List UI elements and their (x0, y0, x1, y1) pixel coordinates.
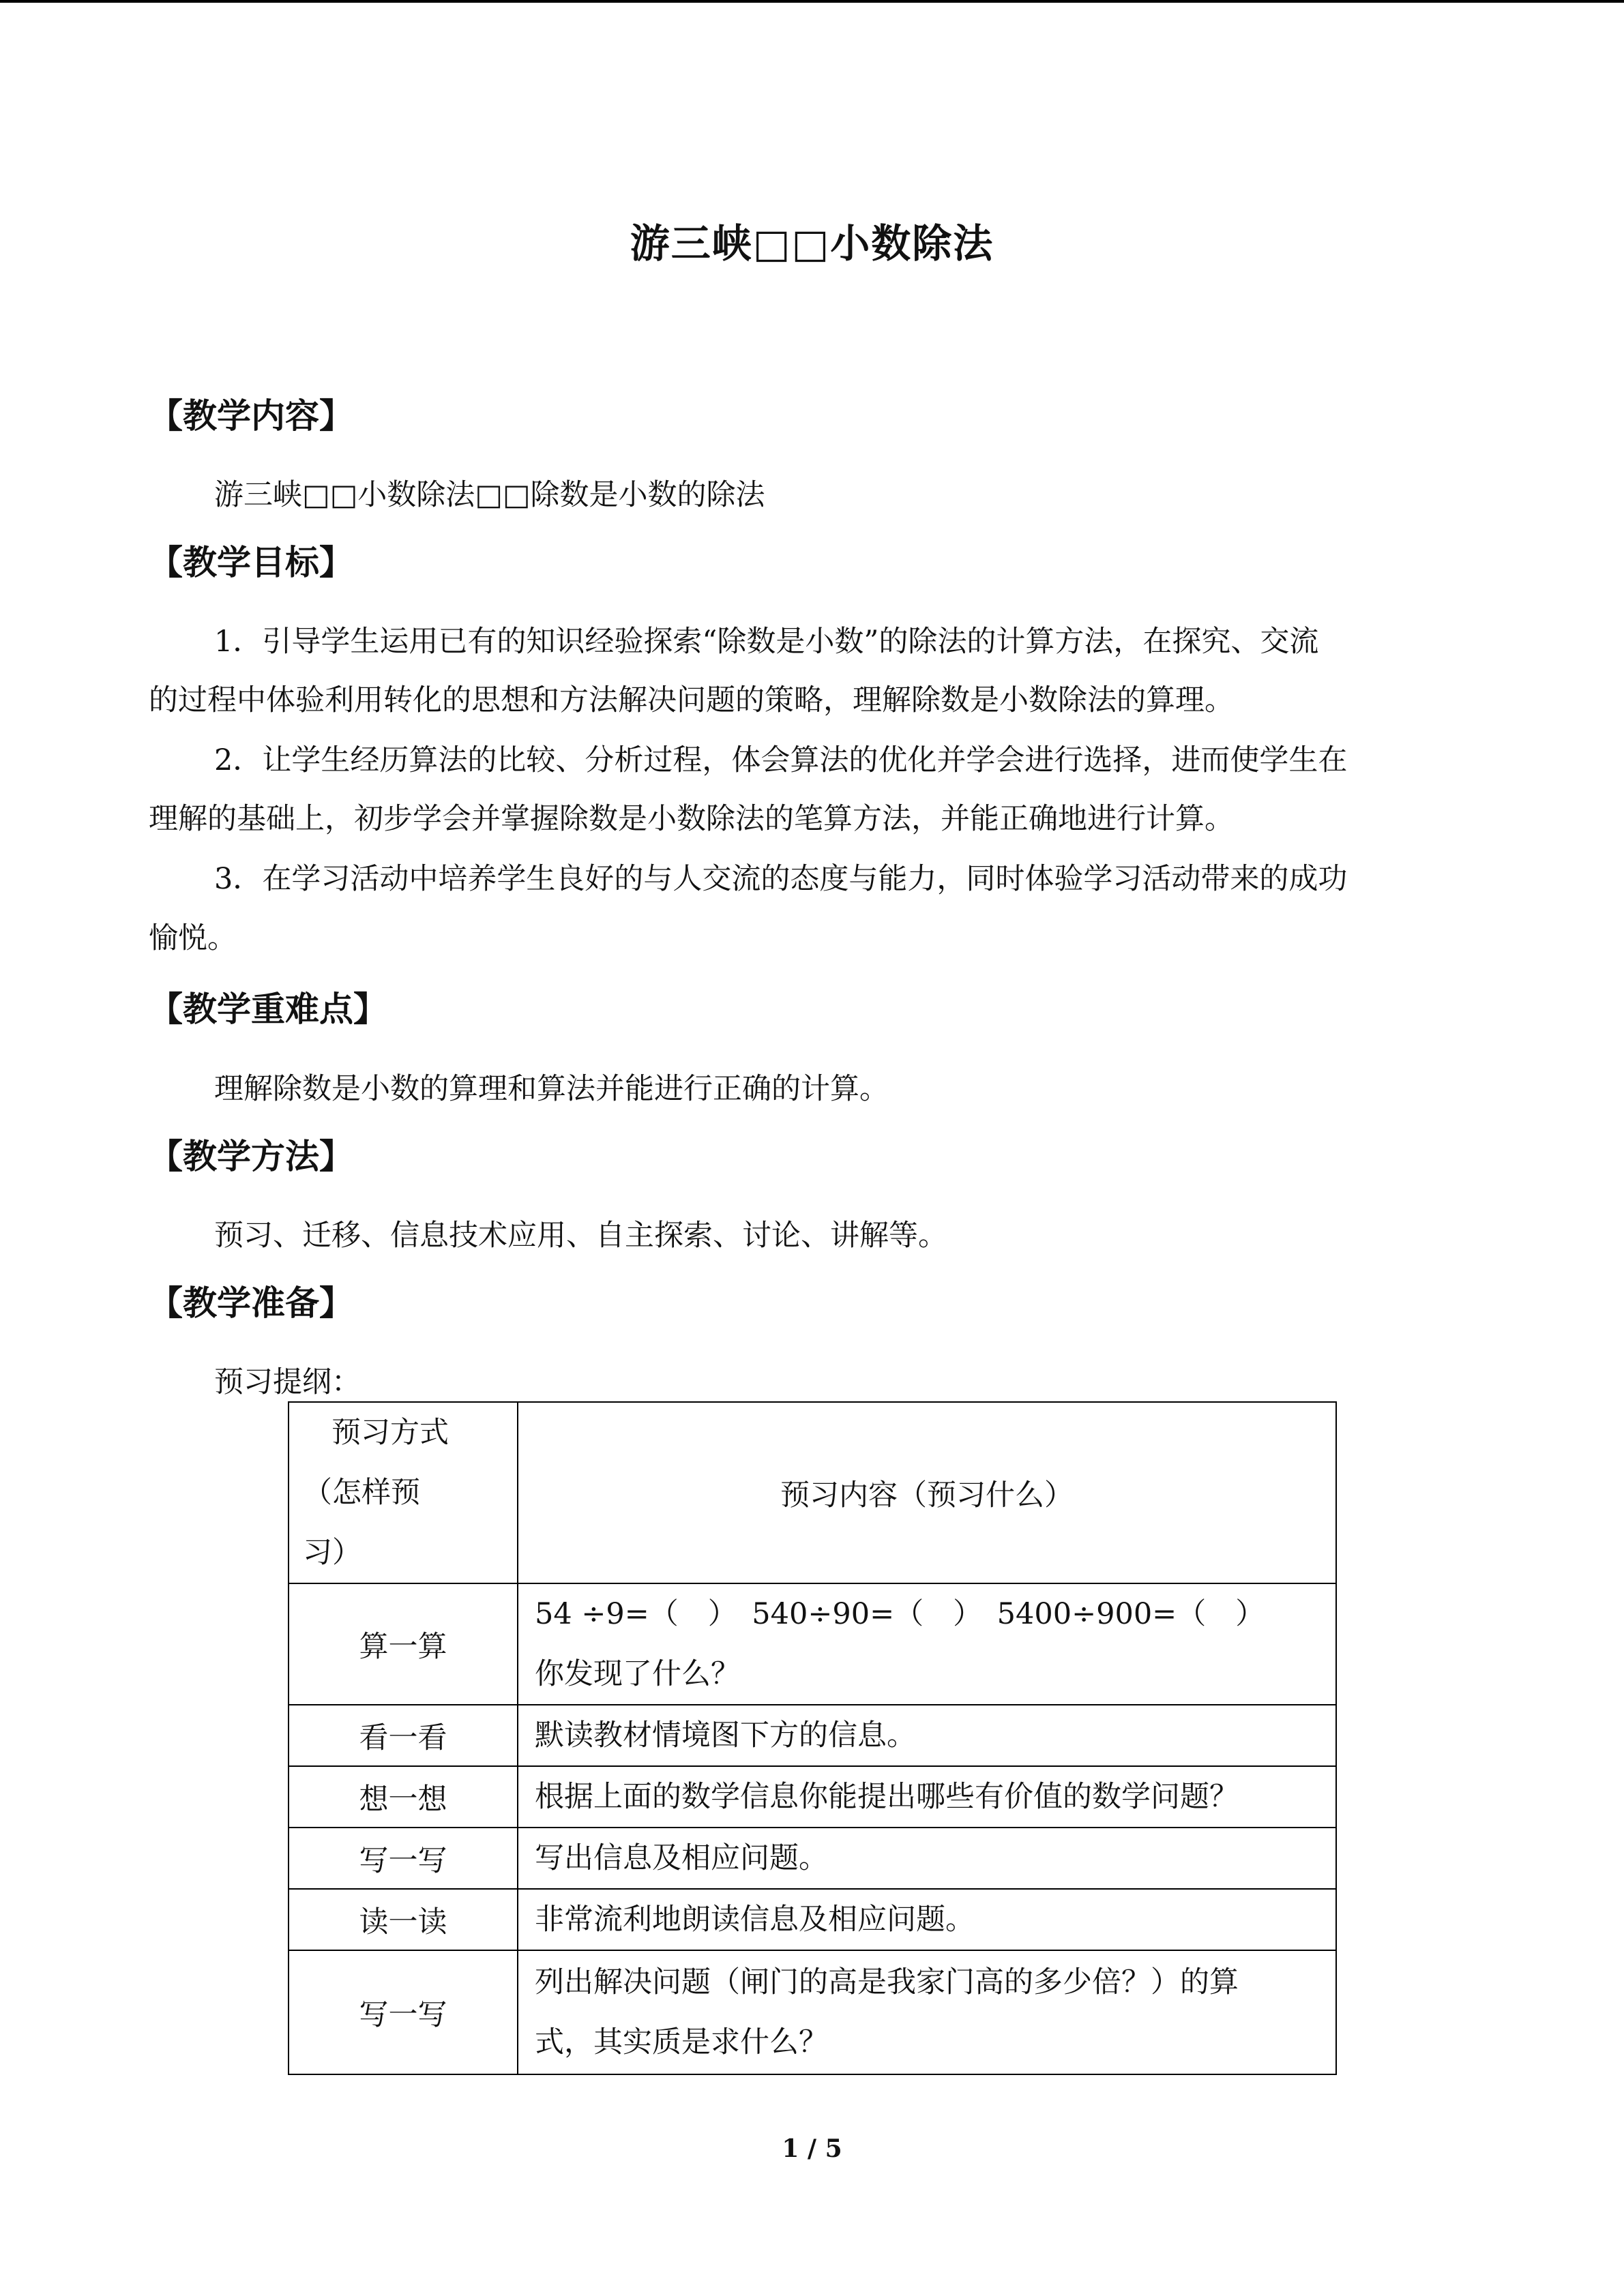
table-row (289, 1705, 1336, 1766)
row-content-line: 式，其实质是求什么？ (535, 2025, 828, 2059)
row-content-cell (518, 1828, 1336, 1889)
row-method-cell: 算一算 (289, 1583, 518, 1705)
row-content-line: 根据上面的数学信息你能提出哪些有价值的数学问题？ (535, 1780, 1239, 1814)
row-method-cell: 看一看 (289, 1705, 518, 1766)
row-content-cell (518, 1583, 1336, 1705)
goal-line-5: 3．在学习活动中培养学生良好的与人交流的态度与能力，同时体验学习活动带来的成功 (214, 862, 1348, 896)
goal-line-1: 1．引导学生运用已有的知识经验探索“除数是小数”的除法的计算方法，在探究、交流 (214, 625, 1319, 659)
row-method-cell: 读一读 (289, 1889, 518, 1950)
goal-line-2: 的过程中体验利用转化的思想和方法解决问题的策略，理解除数是小数除法的算理。 (149, 683, 1234, 717)
row-content-cell (518, 1889, 1336, 1950)
preview-outline-table (288, 1401, 1337, 2075)
row-content-line: 列出解决问题（闸门的高是我家门高的多少倍？）的算 (535, 1965, 1239, 1999)
section-heading-methods: 【教学方法】 (149, 1136, 353, 1176)
table-row (289, 1583, 1336, 1705)
content-text: 游三峡□□小数除法□□除数是小数的除法 (214, 478, 765, 512)
outline-label: 预习提纲： (214, 1365, 361, 1399)
key-points-text: 理解除数是小数的算理和算法并能进行正确的计算。 (214, 1072, 889, 1106)
row-content-line: 默读教材情境图下方的信息。 (535, 1718, 916, 1753)
section-heading-preparation: 【教学准备】 (149, 1283, 353, 1323)
row-content-line: 54 ÷9=（ ） 540÷90=（ ） 5400÷900=（ ） (535, 1597, 1265, 1631)
row-method-cell: 想一想 (289, 1766, 518, 1828)
row-method-cell: 写一写 (289, 1950, 518, 2074)
header-method-line: 习） (303, 1536, 361, 1570)
document-title: 游三峡□□小数除法 (630, 220, 994, 267)
section-heading-goals: 【教学目标】 (149, 542, 353, 582)
header-method-line: （怎样预 (303, 1476, 420, 1510)
goal-line-4: 理解的基础上，初步学会并掌握除数是小数除法的笔算方法，并能正确地进行计算。 (149, 802, 1234, 836)
table-header-row (289, 1402, 1336, 1583)
header-method-line: 预习方式 (331, 1416, 449, 1450)
row-method-cell: 写一写 (289, 1828, 518, 1889)
page-number: 1 / 5 (782, 2134, 842, 2163)
header-method-cell (289, 1402, 518, 1583)
row-content-cell (518, 1705, 1336, 1766)
goal-line-3: 2．让学生经历算法的比较、分析过程，体会算法的优化并学会进行选择，进而使学生在 (214, 743, 1348, 777)
row-content-line: 非常流利地朗读信息及相应问题。 (535, 1903, 975, 1937)
row-content-cell (518, 1766, 1336, 1828)
section-heading-key-points: 【教学重难点】 (149, 989, 387, 1029)
table-row (289, 1950, 1336, 2074)
row-content-line: 写出信息及相应问题。 (535, 1841, 828, 1875)
goal-line-6: 愉悦。 (149, 921, 237, 955)
section-heading-content: 【教学内容】 (149, 396, 353, 436)
methods-text: 预习、迁移、信息技术应用、自主探索、讨论、讲解等。 (214, 1219, 947, 1253)
table-row (289, 1766, 1336, 1828)
table-row (289, 1828, 1336, 1889)
header-content-cell: 预习内容（预习什么） (518, 1402, 1336, 1583)
row-content-cell (518, 1950, 1336, 2074)
row-content-line: 你发现了什么？ (535, 1657, 740, 1691)
table-row (289, 1889, 1336, 1950)
